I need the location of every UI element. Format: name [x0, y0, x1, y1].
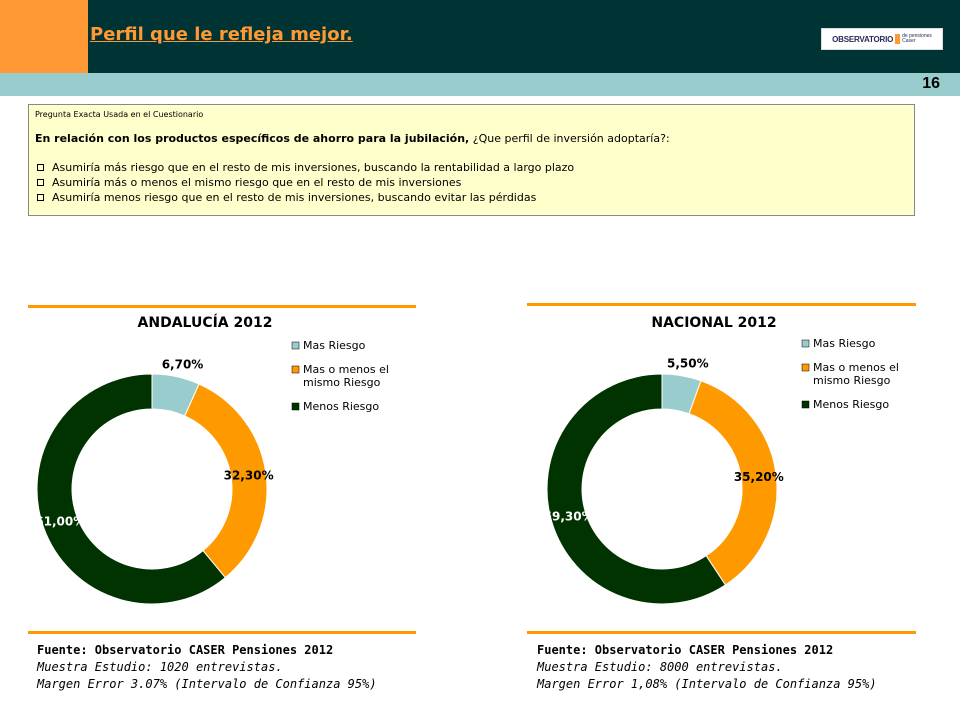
chart-title-nacional: NACIONAL 2012 — [651, 315, 777, 331]
question-option-text: Asumiría más o menos el mismo riesgo que en el resto de mis inversiones — [52, 176, 462, 189]
legend-label: Mas o menos el mismo Riesgo — [813, 361, 899, 387]
legend-swatch — [292, 403, 299, 410]
legend-swatch — [292, 342, 299, 349]
logo-sub-line-1: de pensiones — [902, 33, 932, 39]
legend-label: Mas Riesgo — [303, 339, 366, 352]
legend-label: Mas o menos el mismo Riesgo — [303, 363, 389, 389]
legend-label: Menos Riesgo — [813, 398, 890, 411]
question-text-bold: En relación con los productos específicos de ahorro para la jubilación, — [35, 132, 470, 145]
legend-label: Menos Riesgo — [303, 400, 380, 413]
data-label: 35,20% — [733, 469, 784, 484]
legend-swatch — [802, 340, 809, 347]
logo-sub-line-2: Caser — [902, 38, 916, 44]
data-label: 6,70% — [161, 357, 204, 372]
question-text-rest: ¿Que perfil de inversión adoptaría?: — [469, 132, 670, 145]
data-label: 59,30% — [543, 509, 594, 524]
legend-swatch — [802, 364, 809, 371]
data-label: 32,30% — [223, 468, 274, 483]
logo-text: OBSERVATORIO — [832, 34, 894, 44]
legend-swatch — [802, 401, 809, 408]
question-label: Pregunta Exacta Usada en el Cuestionario — [35, 110, 204, 119]
legend-swatch — [292, 366, 299, 373]
source-sample: Muestra Estudio: 1020 entrevistas. — [37, 660, 283, 674]
page-title: Perfil que le refleja mejor. — [90, 24, 353, 45]
question-option-text: Asumiría más riesgo que en el resto de mis inversiones, buscando la rentabilidad a largo plazo — [52, 161, 575, 174]
data-label: 5,50% — [667, 356, 709, 371]
legend-label: Mas Riesgo — [813, 337, 876, 350]
chart-title-andalucia: ANDALUCÍA 2012 — [137, 315, 273, 331]
source-margin: Margen Error 3.07% (Intervalo de Confianza 95%) — [37, 677, 377, 691]
data-label: 61,00% — [35, 514, 86, 529]
source-title: Fuente: Observatorio CASER Pensiones 2012 — [37, 643, 334, 657]
page-number: 16 — [922, 75, 940, 92]
source-sample: Muestra Estudio: 8000 entrevistas. — [537, 660, 783, 674]
source-title: Fuente: Observatorio CASER Pensiones 2012 — [537, 643, 834, 657]
question-option-text: Asumiría menos riesgo que en el resto de mis inversiones, buscando evitar las pérdidas — [52, 191, 537, 204]
source-margin: Margen Error 1,08% (Intervalo de Confianza 95%) — [537, 677, 877, 691]
